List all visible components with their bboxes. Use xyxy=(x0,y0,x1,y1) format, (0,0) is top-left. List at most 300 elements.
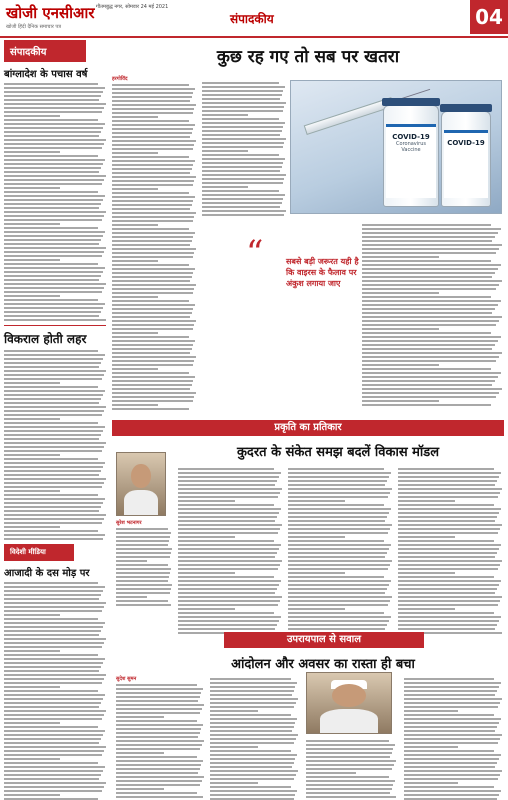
text-line xyxy=(288,612,384,614)
text-line xyxy=(202,210,286,212)
text-line xyxy=(288,512,389,514)
text-line xyxy=(178,616,281,618)
text-line xyxy=(210,714,291,716)
text-line xyxy=(112,256,193,258)
text-line xyxy=(178,488,282,490)
text-line xyxy=(362,364,439,366)
text-line xyxy=(4,295,60,297)
main-story-col-2 xyxy=(202,80,286,218)
text-line xyxy=(404,742,498,744)
text-line xyxy=(4,287,104,289)
text-line xyxy=(362,312,492,314)
text-line xyxy=(288,592,385,594)
main-story-col-1 xyxy=(112,76,196,412)
text-line xyxy=(4,518,104,520)
text-line xyxy=(4,498,105,500)
nature-headline: कुदरत के संकेत समझ बदलें विकास मॉडल xyxy=(236,445,440,460)
text-line xyxy=(116,740,204,742)
text-line xyxy=(4,482,104,484)
text-line xyxy=(404,766,495,768)
text-line xyxy=(116,708,202,710)
text-line xyxy=(112,276,192,278)
text-line xyxy=(288,556,385,558)
text-line xyxy=(4,179,104,181)
text-line xyxy=(112,360,194,362)
text-line xyxy=(112,108,194,110)
text-line xyxy=(4,195,105,197)
text-line xyxy=(4,782,106,784)
text-line xyxy=(362,328,439,330)
text-line xyxy=(404,770,502,772)
text-line xyxy=(4,119,98,121)
text-line xyxy=(288,568,388,570)
text-line xyxy=(288,572,345,574)
text-line xyxy=(202,114,248,116)
text-line xyxy=(4,706,99,708)
text-line xyxy=(112,400,193,402)
text-line xyxy=(210,710,258,712)
text-line xyxy=(112,196,195,198)
text-line xyxy=(306,740,389,742)
text-line xyxy=(362,404,491,406)
text-line xyxy=(112,336,189,338)
text-line xyxy=(362,348,492,350)
text-line xyxy=(362,300,501,302)
text-line xyxy=(112,292,193,294)
text-line xyxy=(112,192,189,194)
text-line xyxy=(4,466,103,468)
text-line xyxy=(4,103,106,105)
text-line xyxy=(116,588,171,590)
text-line xyxy=(4,263,98,265)
text-line xyxy=(398,616,501,618)
text-line xyxy=(404,758,499,760)
section-title: संपादकीय xyxy=(230,12,274,26)
text-line xyxy=(306,764,394,766)
text-line xyxy=(362,336,501,338)
text-line xyxy=(4,742,99,744)
text-line xyxy=(398,600,500,602)
text-line xyxy=(112,408,189,410)
text-line xyxy=(398,564,500,566)
text-line xyxy=(112,172,190,174)
text-line xyxy=(362,248,499,250)
text-line xyxy=(202,90,283,92)
text-line xyxy=(112,340,195,342)
text-line xyxy=(288,584,389,586)
main-byline: हरगोविंद xyxy=(112,76,128,82)
text-line xyxy=(210,790,297,792)
text-line xyxy=(362,240,492,242)
text-line xyxy=(202,134,280,136)
vial-label: COVID-19 xyxy=(392,133,430,141)
text-line xyxy=(288,604,388,606)
text-line xyxy=(4,251,104,253)
text-line xyxy=(288,496,388,498)
text-line xyxy=(4,374,104,376)
text-line xyxy=(4,127,103,129)
text-line xyxy=(210,726,294,728)
text-line xyxy=(4,618,98,620)
text-line xyxy=(362,252,496,254)
text-line xyxy=(362,356,499,358)
text-line xyxy=(112,140,196,142)
text-line xyxy=(210,766,292,768)
text-line xyxy=(116,728,201,730)
text-line xyxy=(210,762,294,764)
text-line xyxy=(288,508,391,510)
text-line xyxy=(210,698,298,700)
text-line xyxy=(112,116,158,118)
text-line xyxy=(112,396,194,398)
text-line xyxy=(4,315,99,317)
text-line xyxy=(210,758,295,760)
text-line xyxy=(4,227,98,229)
text-line xyxy=(178,492,280,494)
text-line xyxy=(4,614,60,616)
text-line xyxy=(362,352,502,354)
text-line xyxy=(178,544,281,546)
text-line xyxy=(178,508,281,510)
text-line xyxy=(112,208,190,210)
text-line xyxy=(398,556,495,558)
text-line xyxy=(4,139,106,141)
text-line xyxy=(398,512,499,514)
text-line xyxy=(112,168,192,170)
text-line xyxy=(116,752,164,754)
text-line xyxy=(398,480,497,482)
text-line xyxy=(178,592,275,594)
text-line xyxy=(362,344,495,346)
text-line xyxy=(306,756,390,758)
text-line xyxy=(202,162,283,164)
text-line xyxy=(112,184,193,186)
text-line xyxy=(398,584,499,586)
text-line xyxy=(362,340,498,342)
text-line xyxy=(404,774,500,776)
text-line xyxy=(178,612,274,614)
text-line xyxy=(362,268,498,270)
text-line xyxy=(362,332,491,334)
text-line xyxy=(112,232,195,234)
text-line xyxy=(116,532,171,534)
text-line xyxy=(202,98,280,100)
text-line xyxy=(112,236,193,238)
text-line xyxy=(112,176,196,178)
text-line xyxy=(112,144,194,146)
divider xyxy=(4,325,106,326)
text-line xyxy=(4,658,105,660)
text-line xyxy=(210,678,291,680)
text-line xyxy=(4,446,104,448)
text-line xyxy=(398,536,455,538)
text-line xyxy=(362,368,491,370)
text-line xyxy=(112,252,194,254)
text-line xyxy=(210,794,295,796)
text-line xyxy=(112,120,189,122)
text-line xyxy=(116,544,168,546)
text-line xyxy=(398,572,455,574)
text-line xyxy=(116,724,203,726)
text-line xyxy=(288,528,390,530)
text-line xyxy=(4,586,105,588)
text-line xyxy=(202,174,286,176)
text-line xyxy=(4,271,103,273)
text-line xyxy=(116,792,197,794)
text-line xyxy=(4,638,106,640)
text-line xyxy=(112,200,193,202)
text-line xyxy=(362,372,501,374)
text-line xyxy=(288,480,387,482)
text-line xyxy=(112,112,193,114)
text-line xyxy=(4,590,103,592)
story-2-body xyxy=(4,350,106,540)
text-line xyxy=(398,592,495,594)
text-line xyxy=(202,126,283,128)
text-line xyxy=(4,714,104,716)
text-line xyxy=(288,492,390,494)
text-line xyxy=(178,500,235,502)
text-line xyxy=(112,180,194,182)
left-column xyxy=(4,40,106,796)
text-line xyxy=(398,548,499,550)
text-line xyxy=(4,774,101,776)
text-line xyxy=(362,384,492,386)
text-line xyxy=(112,244,190,246)
text-line xyxy=(112,324,194,326)
text-line xyxy=(288,596,392,598)
text-line xyxy=(4,662,103,664)
text-line xyxy=(202,178,284,180)
text-line xyxy=(4,259,60,261)
text-line xyxy=(398,596,502,598)
text-line xyxy=(202,82,279,84)
text-line xyxy=(4,319,106,321)
text-line xyxy=(398,496,498,498)
text-line xyxy=(210,686,295,688)
text-line xyxy=(288,484,385,486)
text-line xyxy=(116,580,168,582)
text-line xyxy=(4,223,60,225)
foreign-media-tag: विदेशी मीडिया xyxy=(4,544,74,561)
text-line xyxy=(116,596,147,598)
text-line xyxy=(112,392,196,394)
text-line xyxy=(210,774,296,776)
text-line xyxy=(404,694,495,696)
text-line xyxy=(112,344,193,346)
text-line xyxy=(4,95,101,97)
text-line xyxy=(362,292,439,294)
text-line xyxy=(116,788,164,790)
story-3-body xyxy=(4,582,106,800)
text-line xyxy=(398,524,502,526)
text-line xyxy=(116,604,171,606)
text-line xyxy=(404,790,501,792)
text-line xyxy=(178,552,277,554)
text-line xyxy=(112,268,195,270)
text-line xyxy=(398,484,495,486)
text-line xyxy=(4,231,105,233)
ups-byline: सुदेश सुमन xyxy=(116,676,137,682)
text-line xyxy=(4,770,103,772)
text-line xyxy=(288,600,390,602)
text-line xyxy=(116,732,200,734)
text-line xyxy=(4,602,106,604)
text-line xyxy=(112,364,193,366)
text-line xyxy=(112,376,195,378)
text-line xyxy=(210,702,296,704)
text-line xyxy=(306,748,393,750)
subline: खोजी हिंदी दैनिक समाचार पत्र xyxy=(6,24,61,30)
masthead xyxy=(0,0,508,38)
text-line xyxy=(210,730,292,732)
text-line xyxy=(4,123,105,125)
text-line xyxy=(116,760,203,762)
text-line xyxy=(112,128,193,130)
text-line xyxy=(4,506,101,508)
text-line xyxy=(116,576,169,578)
text-line xyxy=(288,608,345,610)
text-line xyxy=(4,155,98,157)
text-line xyxy=(398,516,497,518)
ups-headline: आंदोलन और अवसर का रास्ता ही बचा xyxy=(231,657,415,672)
text-line xyxy=(288,520,385,522)
story-2-headline: विकराल होती लहर xyxy=(4,332,87,346)
text-line xyxy=(202,182,283,184)
text-line xyxy=(398,588,497,590)
text-line xyxy=(398,560,502,562)
text-line xyxy=(4,422,98,424)
text-line xyxy=(4,458,98,460)
text-line xyxy=(398,472,501,474)
text-line xyxy=(4,175,106,177)
text-line xyxy=(202,130,282,132)
text-line xyxy=(116,584,172,586)
vaccine-vial xyxy=(383,105,439,207)
text-line xyxy=(288,504,384,506)
text-line xyxy=(116,736,198,738)
text-line xyxy=(288,488,392,490)
nature-col-3 xyxy=(288,466,392,636)
text-line xyxy=(4,159,105,161)
text-line xyxy=(112,300,189,302)
text-line xyxy=(4,291,102,293)
text-line xyxy=(210,746,258,748)
text-line xyxy=(202,214,284,216)
text-line xyxy=(404,718,501,720)
text-line xyxy=(306,792,390,794)
text-line xyxy=(362,388,502,390)
text-line xyxy=(112,312,192,314)
text-line xyxy=(4,510,99,512)
text-line xyxy=(4,299,98,301)
text-line xyxy=(4,738,101,740)
main-area xyxy=(112,40,504,796)
text-line xyxy=(4,83,98,85)
text-line xyxy=(112,204,192,206)
text-line xyxy=(4,762,98,764)
text-line xyxy=(288,564,390,566)
text-line xyxy=(112,384,192,386)
text-line xyxy=(4,494,98,496)
text-line xyxy=(398,500,455,502)
text-line xyxy=(178,548,279,550)
text-line xyxy=(288,580,391,582)
text-line xyxy=(112,332,158,334)
text-line xyxy=(210,718,297,720)
text-line xyxy=(404,754,501,756)
text-line xyxy=(4,630,101,632)
text-line xyxy=(112,328,193,330)
text-line xyxy=(4,131,101,133)
text-line xyxy=(178,600,280,602)
ups-col-2 xyxy=(210,676,298,800)
text-line xyxy=(398,576,494,578)
text-line xyxy=(112,260,158,262)
text-line xyxy=(202,170,280,172)
text-line xyxy=(362,304,498,306)
text-line xyxy=(112,352,190,354)
text-line xyxy=(288,516,387,518)
brand-logo: खोजी एनसीआर xyxy=(6,4,95,22)
text-line xyxy=(398,568,498,570)
text-line xyxy=(398,476,499,478)
text-line xyxy=(398,492,500,494)
text-line xyxy=(404,726,497,728)
syringe-illustration xyxy=(304,97,395,135)
text-line xyxy=(112,224,158,226)
text-line xyxy=(116,692,201,694)
text-line xyxy=(112,156,189,158)
text-line xyxy=(112,212,196,214)
text-line xyxy=(362,244,502,246)
text-line xyxy=(112,152,158,154)
text-line xyxy=(116,568,171,570)
text-line xyxy=(4,255,102,257)
text-line xyxy=(178,540,274,542)
text-line xyxy=(112,380,193,382)
text-line xyxy=(404,710,458,712)
text-line xyxy=(4,778,99,780)
text-line xyxy=(112,148,193,150)
text-line xyxy=(202,118,279,120)
text-line xyxy=(362,396,496,398)
text-line xyxy=(210,682,297,684)
text-line xyxy=(4,183,102,185)
text-line xyxy=(288,620,389,622)
text-line xyxy=(362,288,496,290)
text-line xyxy=(116,764,201,766)
text-line xyxy=(116,556,170,558)
main-headline: कुछ रह गए तो सब पर खतरा xyxy=(216,47,400,67)
text-line xyxy=(404,706,498,708)
text-line xyxy=(404,714,494,716)
text-line xyxy=(202,138,286,140)
text-line xyxy=(112,84,189,86)
text-line xyxy=(362,272,495,274)
text-line xyxy=(112,228,189,230)
text-line xyxy=(116,772,198,774)
text-line xyxy=(116,768,200,770)
ups-col-1 xyxy=(116,676,204,800)
text-line xyxy=(398,488,502,490)
text-line xyxy=(112,240,192,242)
text-line xyxy=(4,382,60,384)
nature-section-bar: प्रकृति का प्रतिकार xyxy=(112,420,504,436)
text-line xyxy=(398,540,494,542)
text-line xyxy=(362,260,491,262)
text-line xyxy=(178,484,275,486)
